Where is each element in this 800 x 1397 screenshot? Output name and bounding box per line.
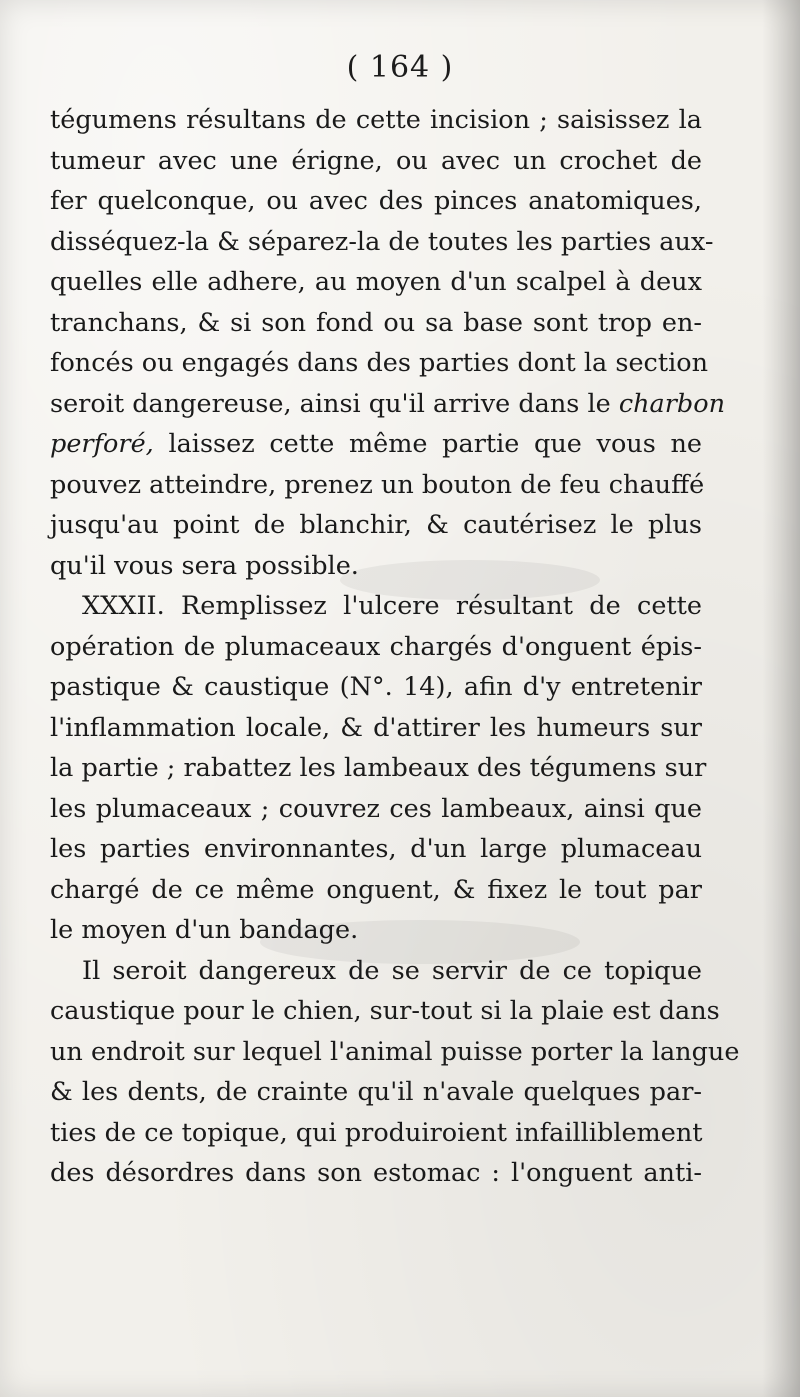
text-line: pastique & caustique (N°. 14), afin d'y entretenir <box>50 672 702 702</box>
text-line: le moyen d'un bandage. <box>50 915 359 945</box>
italic-fragment: charbon <box>618 388 726 419</box>
text-line: tégumens résultans de cette incision ; saisissez la <box>50 105 702 135</box>
text-line: la partie ; rabattez les lambeaux des tégumens sur <box>50 753 707 783</box>
body-text <box>50 100 740 1194</box>
text-line: chargé de ce même onguent, & fixez le tout par <box>50 874 702 905</box>
text-line: ties de ce topique, qui produiroient infailliblement <box>50 1117 703 1148</box>
italic-fragment: perforé, <box>50 429 154 459</box>
text-line: des désordres dans son estomac : l'onguent anti- <box>50 1158 702 1188</box>
text-line <box>50 384 726 425</box>
page-number: ( 164 ) <box>346 50 454 85</box>
text-line: caustique pour le chien, sur-tout si la plaie est dans <box>50 996 720 1026</box>
text-line: l'inflammation locale, & d'attirer les humeurs sur <box>50 712 702 743</box>
text-line: fer quelconque, ou avec des pinces anatomiques, <box>50 186 702 216</box>
text-line: XXXII. Remplissez l'ulcere résultant de cette <box>82 591 702 621</box>
text-line: les plumaceaux ; couvrez ces lambeaux, ainsi que <box>50 793 702 824</box>
text-line: disséquez-la & séparez-la de toutes les parties aux- <box>50 226 714 257</box>
text-line: opération de plumaceaux chargés d'onguent épis- <box>50 631 702 662</box>
text-line <box>50 424 702 465</box>
text-line: foncés ou engagés dans des parties dont la section <box>50 348 709 378</box>
text-line: qu'il vous sera possible. <box>50 550 359 581</box>
text-line: un endroit sur lequel l'animal puisse porter la langue <box>50 1036 740 1067</box>
text-line: pouvez atteindre, prenez un bouton de feu chauffé <box>50 469 705 500</box>
text-line: Il seroit dangereux de se servir de ce topique <box>82 955 702 986</box>
text-line: tranchans, & si son fond ou sa base sont trop en- <box>50 307 702 338</box>
text-line: tumeur avec une érigne, ou avec un crochet de <box>50 145 702 176</box>
text-line: les parties environnantes, d'un large plumaceau <box>50 834 702 864</box>
text-line: & les dents, de crainte qu'il n'avale quelques par- <box>50 1077 702 1107</box>
text-line: quelles elle adhere, au moyen d'un scalpel à deux <box>50 267 702 297</box>
text-fragment: laissez cette même partie que vous ne <box>153 429 702 459</box>
text-line: jusqu'au point de blanchir, & cautérisez le plus <box>50 510 702 540</box>
text-fragment: seroit dangereuse, ainsi qu'il arrive dans le <box>50 388 611 419</box>
